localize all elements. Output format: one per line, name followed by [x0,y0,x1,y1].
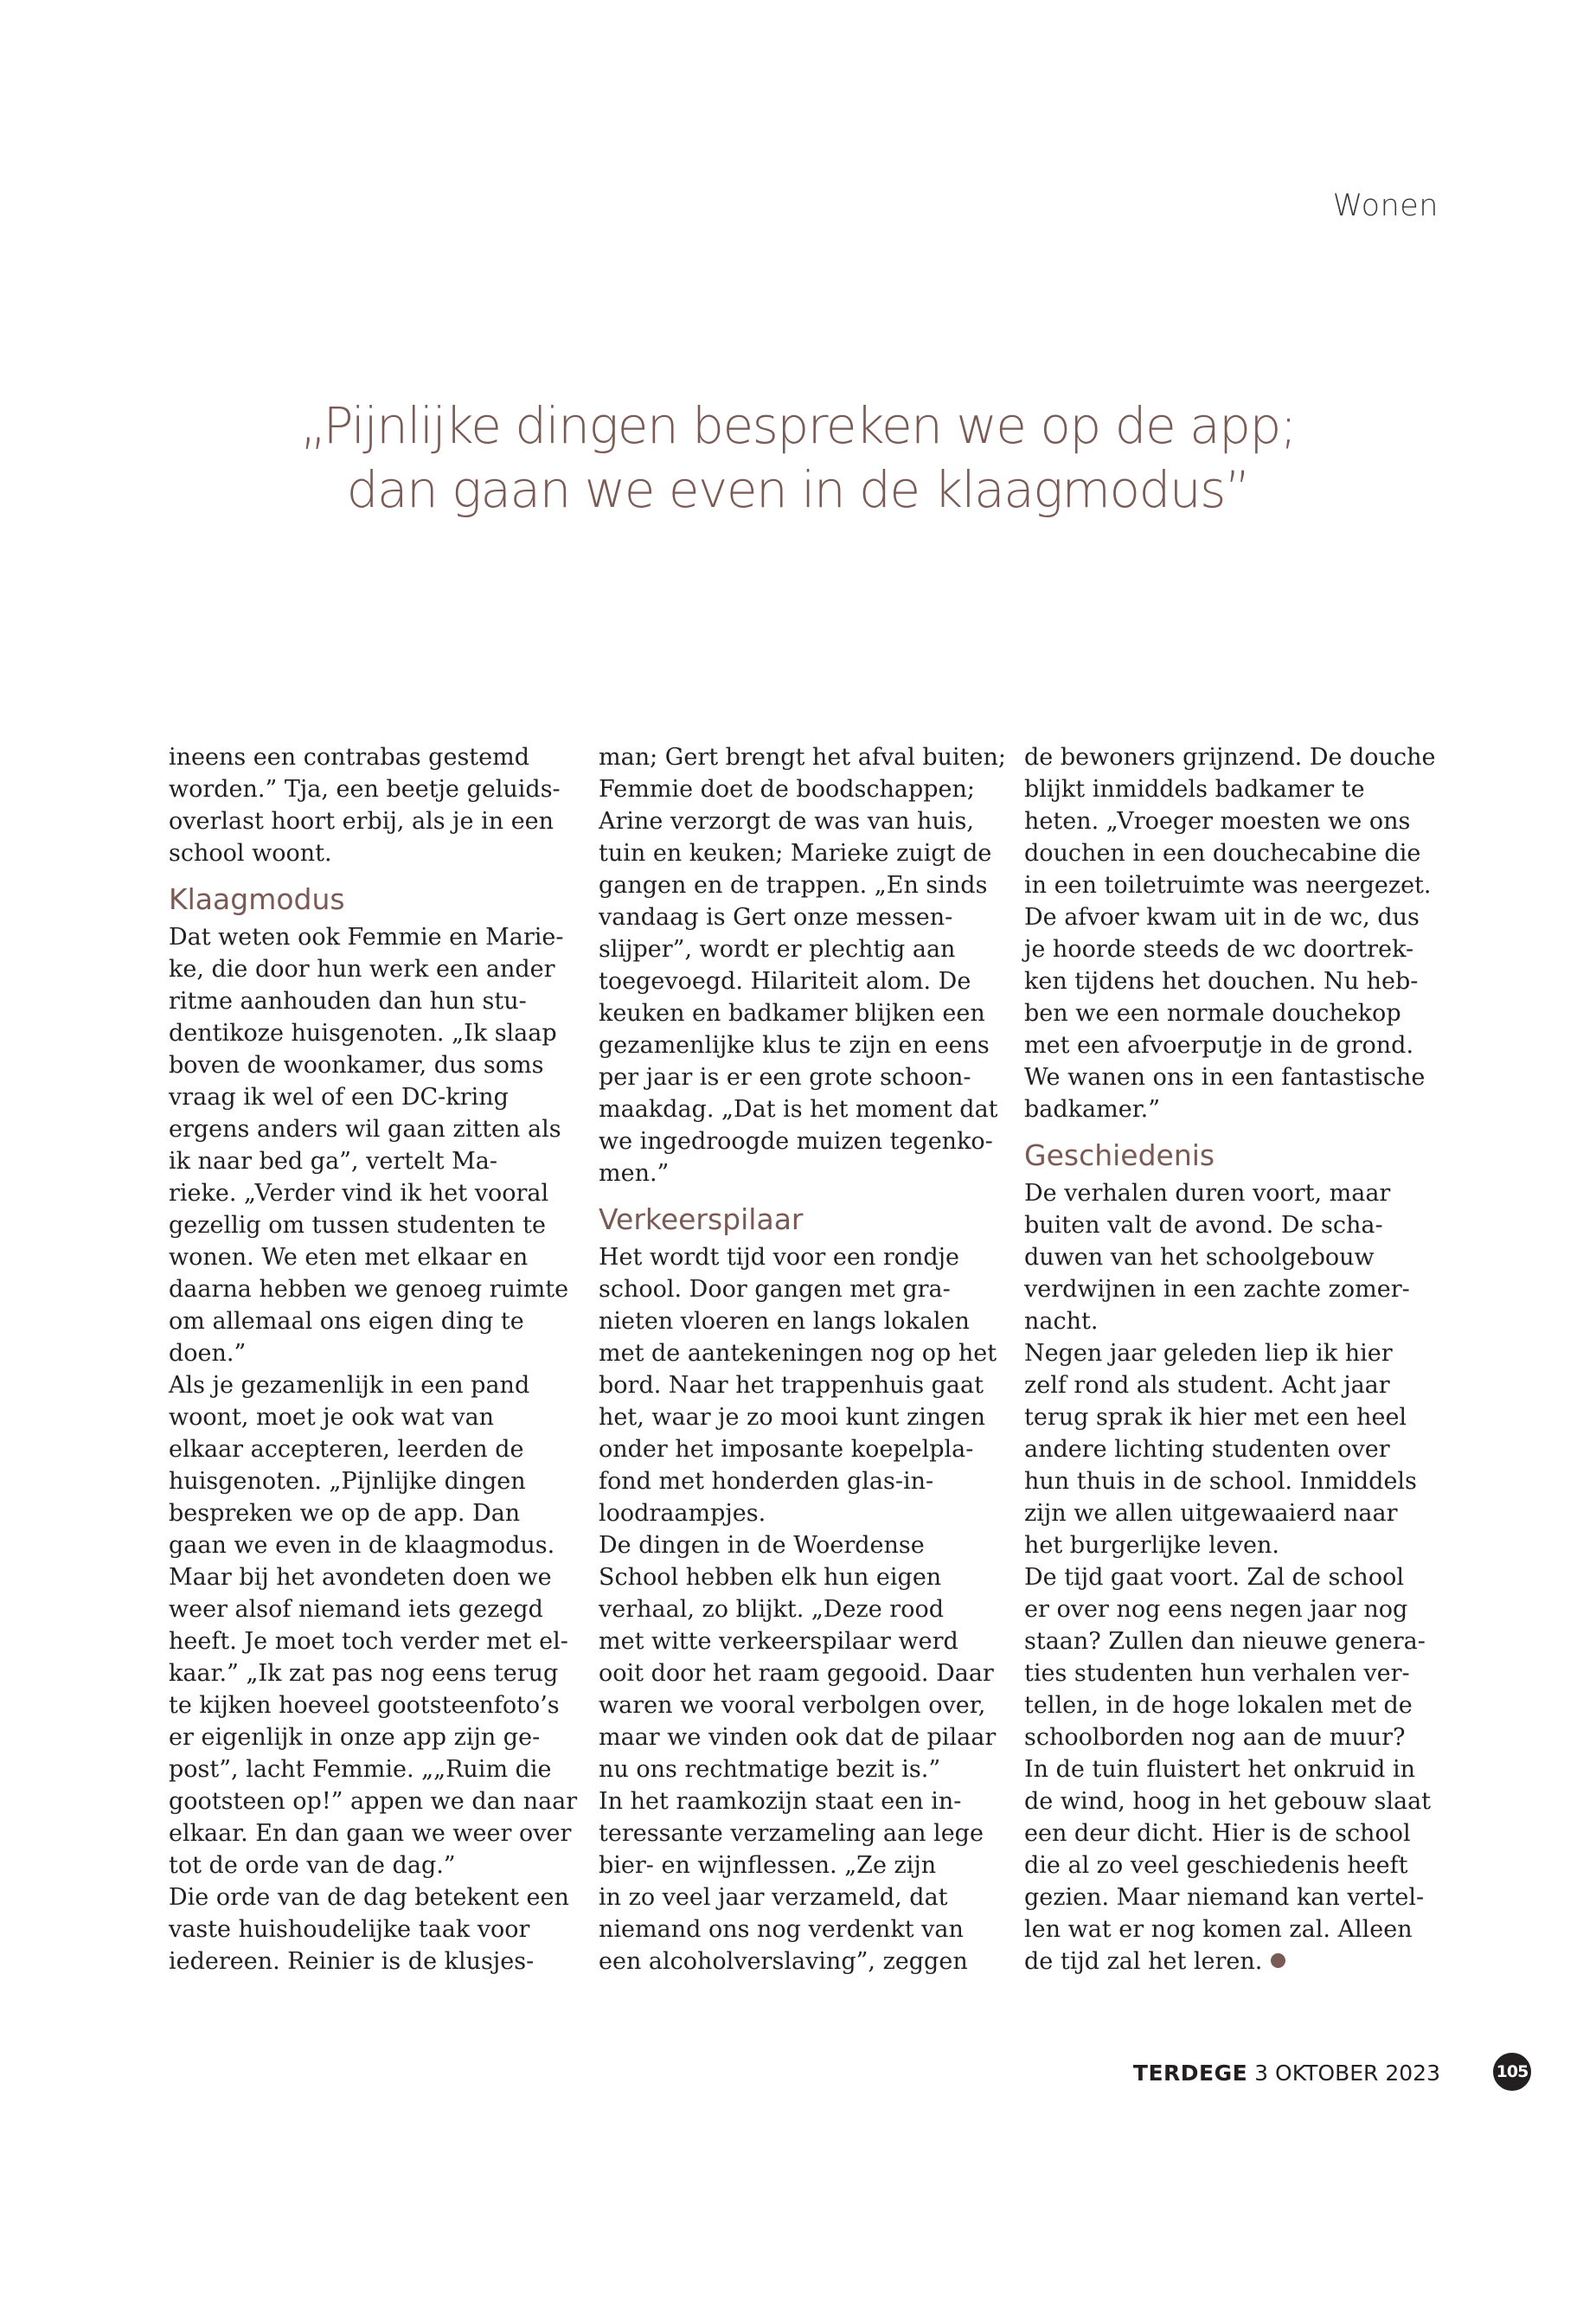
body-text-line: overlast hoort erbij, als je in een [169,808,554,835]
body-text-line: doen.” [169,1340,247,1367]
section-heading: Geschiedenis [1024,1138,1215,1172]
body-text-line: ineens een contrabas gestemd [169,744,530,771]
body-text-line: in zo veel jaar verzameld, dat [599,1884,948,1911]
body-text-line: heeft. Je moet toch verder met el- [169,1628,568,1655]
body-text-line: slijper”, wordt er plechtig aan [599,936,956,963]
body-text-line: Als je gezamenlijk in een pand [169,1372,530,1399]
body-text-line: ties studenten hun verhalen ver- [1024,1660,1410,1687]
section-heading: Klaagmodus [169,882,345,916]
body-text-line: niemand ons nog verdenkt van [599,1916,964,1943]
end-of-article-bullet [1271,1953,1285,1968]
body-text-line: tellen, in de hoge lokalen met de [1024,1692,1413,1719]
body-text-line: school woont. [169,840,332,867]
body-text-line: boven de woonkamer, dus soms [169,1052,544,1079]
body-text-line: met witte verkeerspilaar werd [599,1628,958,1655]
body-text-line: de bewoners grijnzend. De douche [1024,744,1436,771]
body-text-line: ritme aanhouden dan hun stu- [169,988,527,1015]
body-text-line: badkamer.” [1024,1096,1161,1123]
body-text-line: er eigenlijk in onze app zijn ge- [169,1724,541,1751]
body-text-line: zelf rond als student. Acht jaar [1024,1372,1390,1399]
body-text-line: onder het imposante koepelpla- [599,1436,974,1463]
body-text-line: bord. Naar het trappenhuis gaat [599,1372,984,1399]
body-text-line: met een afvoerputje in de grond. [1024,1032,1414,1059]
body-text-line: ooit door het raam gegooid. Daar [599,1660,994,1687]
body-text-line: loodraampjes. [599,1500,766,1527]
article-column-2 [599,741,1005,1977]
body-text-line: het, waar je zo mooi kunt zingen [599,1404,985,1431]
body-text-line: in een toiletruimte was neergezet. [1024,872,1432,899]
body-text-line: ben we een normale douchekop [1024,1000,1401,1027]
body-text-line: nu ons rechtmatige bezit is.” [599,1756,941,1783]
page-footer [1133,2061,1440,2086]
body-text-line: In de tuin fluistert het onkruid in [1024,1756,1416,1783]
body-text-line: daarna hebben we genoeg ruimte [169,1276,569,1303]
body-text-line: bier- en wijnflessen. „Ze zijn [599,1852,937,1879]
body-text-line: worden.” Tja, een beetje geluids- [169,776,561,803]
body-text-line: De verhalen duren voort, maar [1024,1180,1391,1207]
body-text-line: verhaal, zo blijkt. „Deze rood [599,1596,944,1623]
body-text-line: post”, lacht Femmie. „„Ruim die [169,1756,552,1783]
body-text-line: je hoorde steeds de wc doortrek- [1024,936,1414,963]
body-text-line: tuin en keuken; Marieke zuigt de [599,840,992,867]
body-text-line: andere lichting studenten over [1024,1436,1390,1463]
body-text-line: schoolborden nog aan de muur? [1024,1724,1406,1751]
body-text-line: ergens anders wil gaan zitten als [169,1116,561,1143]
body-text-line: De dingen in de Woerdense [599,1532,925,1559]
body-text-line: dentikoze huisgenoten. „Ik slaap [169,1020,557,1047]
body-text-line: buiten valt de avond. De scha- [1024,1212,1383,1239]
body-text-line: In het raamkozijn staat een in- [599,1788,962,1815]
body-text-line: toegevoegd. Hilariteit alom. De [599,968,971,995]
body-text-line: woont, moet je ook wat van [169,1404,495,1431]
body-text-line: maakdag. „Dat is het moment dat [599,1096,998,1123]
body-text-line: met de aantekeningen nog op het [599,1340,997,1367]
body-text-line: keuken en badkamer blijken een [599,1000,985,1027]
body-text-line: de tijd zal het leren. [1024,1945,1431,1977]
body-text-line: gangen en de trappen. „En sinds [599,872,988,899]
article-column-1 [169,741,578,1977]
body-text-line: maar we vinden ook dat de pilaar [599,1724,997,1751]
body-text-line: duwen van het schoolgebouw [1024,1244,1375,1271]
body-text-line: heten. „Vroeger moesten we ons [1024,808,1411,835]
body-text-line: School hebben elk hun eigen [599,1564,942,1591]
magazine-name: TERDEGE [1132,2061,1248,2086]
body-text-line: tot de orde van de dag.” [169,1852,456,1879]
body-text-line: school. Door gangen met gra- [599,1276,951,1303]
body-text-line: per jaar is er een grote schoon- [599,1064,971,1091]
body-text-line: len wat er nog komen zal. Alleen [1024,1916,1413,1943]
body-text-line: een deur dicht. Hier is de school [1024,1820,1411,1847]
body-text-line: verdwijnen in een zachte zomer- [1024,1276,1410,1303]
body-text-line: zijn we allen uitgewaaierd naar [1024,1500,1398,1527]
body-text-line: wonen. We eten met elkaar en [169,1244,529,1271]
body-text-line: Negen jaar geleden liep ik hier [1024,1340,1393,1367]
section-heading: Verkeerspilaar [599,1202,804,1236]
issue-date: 3 OKTOBER 2023 [1254,2061,1440,2086]
section-label: Wonen [1332,189,1439,223]
body-text-line: te kijken hoeveel gootsteenfoto’s [169,1692,560,1719]
body-text-line: We wanen ons in een fantastische [1024,1064,1426,1091]
body-text-line: ik naar bed ga”, vertelt Ma- [169,1148,498,1175]
body-text-line: waren we vooral verbolgen over, [599,1692,986,1719]
body-text-line: men.” [599,1160,670,1187]
body-text-line: gezamenlijke klus te zijn en eens [599,1032,990,1059]
body-text-line: er over nog eens negen jaar nog [1024,1596,1408,1623]
body-text-line: hun thuis in de school. Inmiddels [1024,1468,1417,1495]
body-text-line: nacht. [1024,1308,1099,1335]
body-text-line: rieke. „Verder vind ik het vooral [169,1180,549,1207]
body-text-line: een alcoholverslaving”, zeggen [599,1948,968,1975]
body-text-line: ken tijdens het douchen. Nu heb- [1024,968,1419,995]
body-text-line: De tijd gaat voort. Zal de school [1024,1564,1404,1591]
body-text-line: elkaar accepteren, leerden de [169,1436,524,1463]
body-text-line: Femmie doet de boodschappen; [599,776,976,803]
body-text-line: bespreken we op de app. Dan [169,1500,521,1527]
body-text-line: gezellig om tussen studenten te [169,1212,546,1239]
body-text-line: douchen in een douchecabine die [1024,840,1421,867]
body-text-line: man; Gert brengt het afval buiten; [599,744,1007,771]
body-text-line: gezien. Maar niemand kan vertel- [1024,1884,1425,1911]
body-text-line: Dat weten ook Femmie en Marie- [169,924,564,951]
body-text-line: we ingedroogde muizen tegenko- [599,1128,993,1155]
body-text-line: teressante verzameling aan lege [599,1820,984,1847]
body-text-line: weer alsof niemand iets gezegd [169,1596,543,1623]
body-text-line: vraag ik wel of een DC-kring [169,1084,509,1111]
body-text-line: om allemaal ons eigen ding te [169,1308,524,1335]
body-text-line: kaar.” „Ik zat pas nog eens terug [169,1660,559,1687]
body-text-line: gaan we even in de klaagmodus. [169,1532,555,1559]
body-text-line: gootsteen op!” appen we dan naar [169,1788,578,1815]
body-text-line: staan? Zullen dan nieuwe genera- [1024,1628,1426,1655]
body-text-line: iedereen. Reinier is de klusjes- [169,1948,535,1975]
article-column-3 [1024,741,1436,1977]
page-number: 105 [1493,2053,1531,2091]
body-text-line: Maar bij het avondeten doen we [169,1564,552,1591]
body-text-line: vaste huishoudelijke taak voor [169,1916,530,1943]
body-text-line: De afvoer kwam uit in de wc, dus [1024,904,1420,931]
body-text-line: nieten vloeren en langs lokalen [599,1308,970,1335]
pull-quote-line: dan gaan we even in de klaagmodus” [346,460,1250,519]
body-text-line: die al zo veel geschiedenis heeft [1024,1852,1408,1879]
pull-quote-line: „Pijnlijke dingen bespreken we op de app; [300,396,1296,455]
body-text-line: terug sprak ik hier met een heel [1024,1404,1407,1431]
body-text-line: fond met honderden glas-in- [599,1468,934,1495]
body-text-line: blijkt inmiddels badkamer te [1024,776,1365,803]
pull-quote [173,394,1423,522]
body-text-line: elkaar. En dan gaan we weer over [169,1820,572,1847]
body-text-line: huisgenoten. „Pijnlijke dingen [169,1468,526,1495]
body-text-line: Die orde van de dag betekent een [169,1884,569,1911]
body-text-line: Het wordt tijd voor een rondje [599,1244,960,1271]
body-text-line: Arine verzorgt de was van huis, [599,808,974,835]
body-text-line: ke, die door hun werk een ander [169,956,555,983]
body-text-line: vandaag is Gert onze messen- [599,904,953,931]
body-text-line: de wind, hoog in het gebouw slaat [1024,1788,1432,1815]
body-text-line: het burgerlijke leven. [1024,1532,1279,1559]
